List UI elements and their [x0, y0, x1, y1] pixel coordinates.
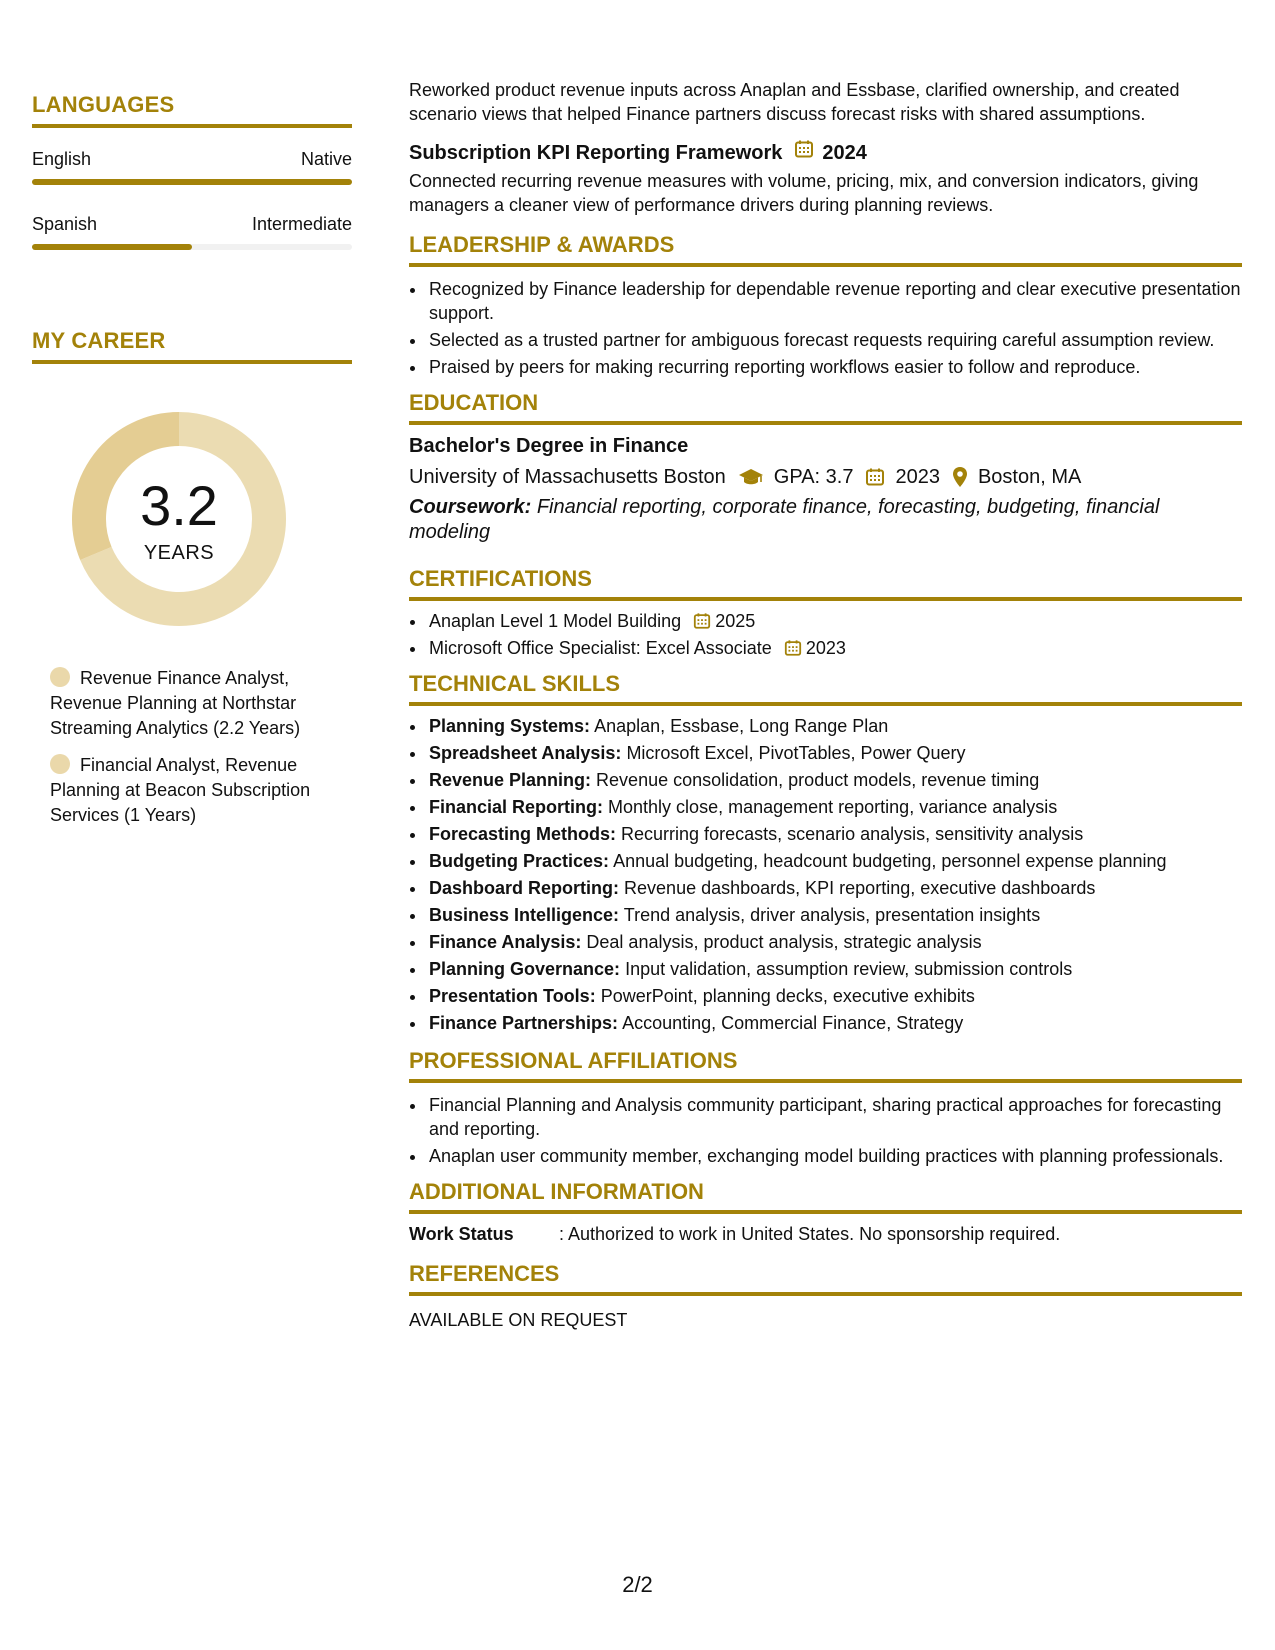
coursework-text: Financial reporting, corporate finance, forecasting, budgeting, financial modeling [409, 496, 1160, 543]
section-rule [409, 263, 1242, 267]
right-column [409, 78, 1242, 1332]
project-year: 2024 [822, 141, 867, 164]
legend-dot-icon [50, 754, 70, 774]
education-school: University of Massachusetts Boston [409, 466, 726, 488]
skill-item [427, 903, 1242, 927]
skill-item [427, 795, 1242, 819]
education-gpa: GPA: 3.7 [773, 466, 854, 488]
career-total-years: 3.2 [140, 474, 218, 537]
section-rule [409, 1210, 1242, 1214]
skill-value: Accounting, Commercial Finance, Strategy [622, 1013, 964, 1033]
calendar-icon [693, 612, 711, 630]
skill-label: Dashboard Reporting: [429, 878, 620, 898]
education-location: Boston, MA [977, 466, 1082, 488]
skill-value: Monthly close, management reporting, variance analysis [608, 797, 1058, 817]
skill-item [427, 714, 1242, 738]
list-item: • Financial Planning and Analysis community participant, sharing practical approaches for forecasting and reporting. [427, 1093, 1242, 1141]
project-heading [409, 139, 1242, 166]
language-bar-english [32, 179, 352, 185]
additional-key: Work Status [409, 1224, 514, 1244]
skill-item [427, 741, 1242, 765]
skill-value: Revenue consolidation, product models, revenue timing [596, 770, 1040, 790]
certification-year: 2023 [805, 638, 846, 658]
career-donut-chart [66, 406, 292, 632]
education-degree: Bachelor's Degree in Finance [409, 435, 689, 457]
section-rule [409, 1079, 1242, 1083]
language-name: Spanish [32, 214, 98, 234]
languages-section [32, 92, 352, 250]
skill-item [427, 1011, 1242, 1035]
language-bar-spanish [32, 244, 352, 250]
certification-item [427, 609, 1242, 633]
language-name: English [32, 149, 92, 169]
section-rule [409, 597, 1242, 601]
skill-label: Finance Partnerships: [429, 1013, 619, 1033]
project-intro-text: Reworked product revenue inputs across Anaplan and Essbase, clarified ownership, and created scenario views that helped Finance partners discuss forecast risks with shared assumptions. [409, 80, 1180, 124]
language-level: Intermediate [251, 214, 352, 234]
certifications-section [409, 565, 1242, 660]
project-title: Subscription KPI Reporting Framework [409, 141, 783, 164]
section-rule [32, 360, 352, 364]
languages-title: LANGUAGES [32, 92, 175, 117]
skill-label: Business Intelligence: [429, 905, 620, 925]
skill-value: Annual budgeting, headcount budgeting, personnel expense planning [613, 851, 1167, 871]
additional-row [409, 1222, 1242, 1246]
education-year: 2023 [895, 466, 940, 488]
skill-value: Recurring forecasts, scenario analysis, sensitivity analysis [621, 824, 1084, 844]
skill-value: Deal analysis, product analysis, strategic analysis [586, 932, 982, 952]
skill-item [427, 984, 1242, 1008]
references-text: AVAILABLE ON REQUEST [409, 1310, 628, 1330]
list-item: • Anaplan user community member, exchanging model building practices with planning professionals. [427, 1144, 1242, 1168]
education-title: EDUCATION [409, 390, 539, 415]
map-pin-icon [952, 466, 968, 488]
language-english [32, 148, 352, 170]
skill-value: PowerPoint, planning decks, executive exhibits [600, 986, 975, 1006]
list-item: • Praised by peers for making recurring reporting workflows easier to follow and reproduce. [427, 355, 1242, 379]
affiliations-section [409, 1047, 1242, 1168]
section-rule [409, 702, 1242, 706]
legend-dot-icon [50, 667, 70, 687]
career-legend [50, 666, 340, 828]
skill-item [427, 822, 1242, 846]
affiliations-list [427, 1093, 1242, 1168]
left-column [32, 92, 352, 840]
certifications-list [427, 609, 1242, 660]
skills-section [409, 670, 1242, 1035]
skill-item [427, 876, 1242, 900]
skill-label: Planning Systems: [429, 716, 591, 736]
career-role-text: Revenue Finance Analyst, Revenue Planning at Northstar Streaming Analytics (2.2 Years) [50, 668, 301, 738]
skill-value: Anaplan, Essbase, Long Range Plan [594, 716, 889, 736]
list-item: • Selected as a trusted partner for ambiguous forecast requests requiring careful assumption review. [427, 328, 1242, 352]
certifications-title: CERTIFICATIONS [409, 566, 592, 591]
skill-value: Input validation, assumption review, submission controls [625, 959, 1073, 979]
skill-label: Finance Analysis: [429, 932, 582, 952]
graduation-cap-icon [738, 467, 764, 487]
career-title: MY CAREER [32, 328, 166, 353]
language-level: Native [300, 149, 352, 169]
calendar-icon [865, 467, 885, 487]
references-section [409, 1260, 1242, 1332]
section-rule [409, 421, 1242, 425]
leadership-section [409, 231, 1242, 379]
page-indicator: 2/2 [622, 1572, 653, 1597]
language-bar-fill [32, 179, 352, 185]
additional-section [409, 1178, 1242, 1246]
certification-item [427, 636, 1242, 660]
skill-label: Planning Governance: [429, 959, 621, 979]
coursework-label: Coursework: [409, 496, 532, 518]
skill-value: Microsoft Excel, PivotTables, Power Query [626, 743, 966, 763]
education-coursework [409, 495, 1242, 545]
language-spanish [32, 213, 352, 235]
skill-label: Revenue Planning: [429, 770, 592, 790]
affiliations-title: PROFESSIONAL AFFILIATIONS [409, 1048, 738, 1073]
skill-item [427, 768, 1242, 792]
education-section [409, 389, 1242, 545]
career-legend-item [50, 753, 340, 828]
skill-value: Trend analysis, driver analysis, presentation insights [623, 905, 1041, 925]
skills-title: TECHNICAL SKILLS [409, 671, 621, 696]
certification-year: 2025 [715, 611, 756, 631]
skill-label: Financial Reporting: [429, 797, 604, 817]
skill-label: Budgeting Practices: [429, 851, 610, 871]
calendar-icon [794, 139, 814, 166]
calendar-icon [784, 639, 802, 657]
skill-item [427, 930, 1242, 954]
skill-label: Spreadsheet Analysis: [429, 743, 622, 763]
language-bar-fill [32, 244, 192, 250]
skill-label: Forecasting Methods: [429, 824, 617, 844]
skill-value: Revenue dashboards, KPI reporting, executive dashboards [624, 878, 1096, 898]
additional-title: ADDITIONAL INFORMATION [409, 1179, 704, 1204]
additional-value: : Authorized to work in United States. No sponsorship required. [559, 1224, 1061, 1244]
skills-list [427, 714, 1242, 1035]
career-years-unit: YEARS [143, 542, 215, 564]
skill-item [427, 957, 1242, 981]
leadership-list [427, 277, 1242, 379]
section-rule [409, 1292, 1242, 1296]
section-rule [32, 124, 352, 128]
references-title: REFERENCES [409, 1261, 560, 1286]
certification-name: • Microsoft Office Specialist: Excel Associate [429, 638, 772, 658]
career-role-text: Financial Analyst, Revenue Planning at Beacon Subscription Services (1 Years) [50, 755, 311, 825]
certification-name: • Anaplan Level 1 Model Building [429, 611, 682, 631]
career-legend-item [50, 666, 340, 741]
education-details [409, 463, 1242, 491]
project-description: Connected recurring revenue measures with volume, pricing, mix, and conversion indicators, giving managers a cleaner view of performance drivers during planning reviews. [409, 171, 1199, 215]
skill-label: Presentation Tools: [429, 986, 596, 1006]
list-item: • Recognized by Finance leadership for dependable revenue reporting and clear executive presentation support. [427, 277, 1242, 325]
career-section [32, 328, 352, 828]
skill-item [427, 849, 1242, 873]
leadership-title: LEADERSHIP & AWARDS [409, 232, 675, 257]
